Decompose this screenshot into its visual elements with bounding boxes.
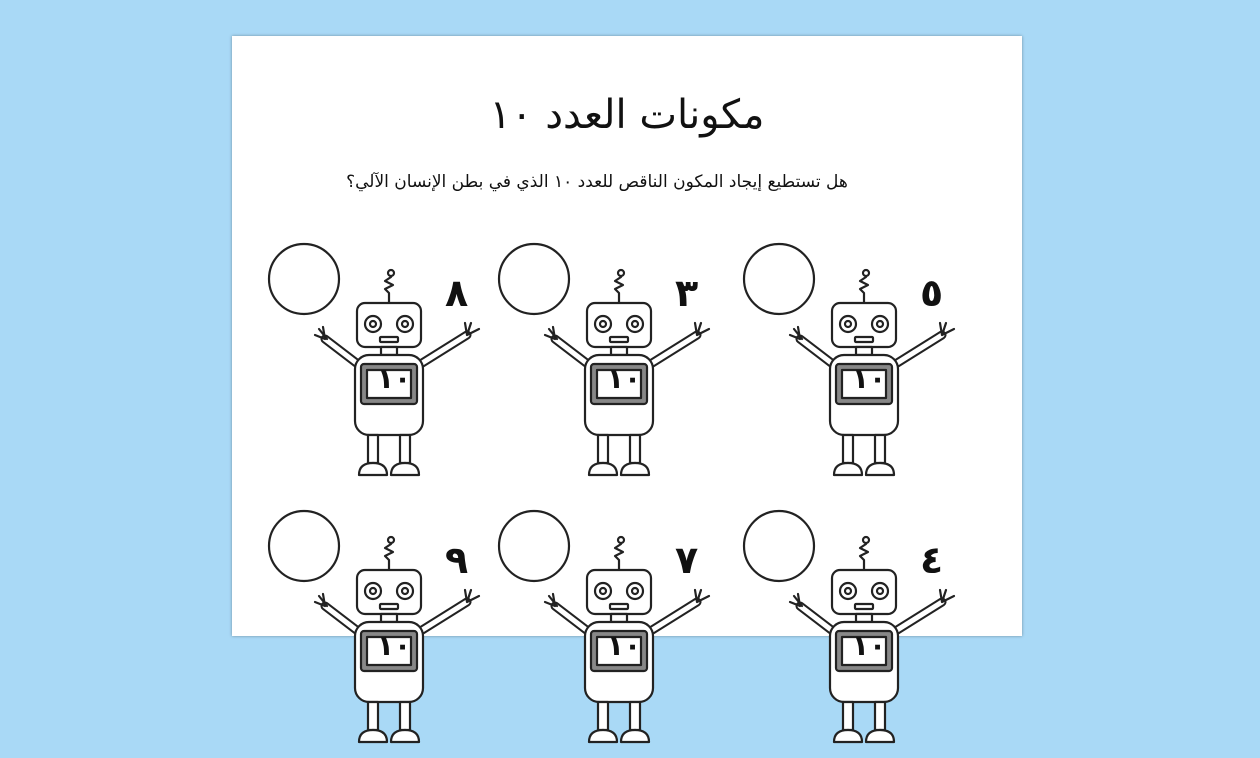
worksheet-page	[232, 36, 1022, 662]
robot-total-number: ١٠	[376, 362, 412, 395]
answer-circle	[269, 511, 339, 581]
robot-total-number: ١٠	[851, 629, 887, 662]
robot-given-number: ٤	[920, 538, 944, 582]
robot-card-2	[497, 241, 727, 491]
answer-circle	[269, 244, 339, 314]
robot-total-number: ١٠	[851, 362, 887, 395]
robot-card-5	[497, 508, 727, 758]
worksheet-title: مكونات العدد ١٠	[489, 92, 765, 138]
robot-given-number: ٥	[920, 271, 944, 315]
robot-given-number: ٧	[675, 538, 699, 582]
robot-given-number: ٩	[445, 538, 469, 582]
answer-circle	[744, 511, 814, 581]
robot-total-number: ١٠	[376, 629, 412, 662]
robot-card-4	[267, 508, 497, 758]
robot-total-number: ١٠	[606, 629, 642, 662]
robot-given-number: ٨	[445, 271, 469, 315]
robot-card-6	[742, 508, 972, 758]
worksheet-instruction: هل تستطيع إيجاد المكون الناقص للعدد ١٠ الذي في بطن الإنسان الآلي؟	[346, 172, 848, 192]
robot-card-3	[742, 241, 972, 491]
robot-total-number: ١٠	[606, 362, 642, 395]
answer-circle	[499, 511, 569, 581]
robot-given-number: ٣	[675, 271, 699, 315]
answer-circle	[744, 244, 814, 314]
robot-card-1	[267, 241, 497, 491]
answer-circle	[499, 244, 569, 314]
